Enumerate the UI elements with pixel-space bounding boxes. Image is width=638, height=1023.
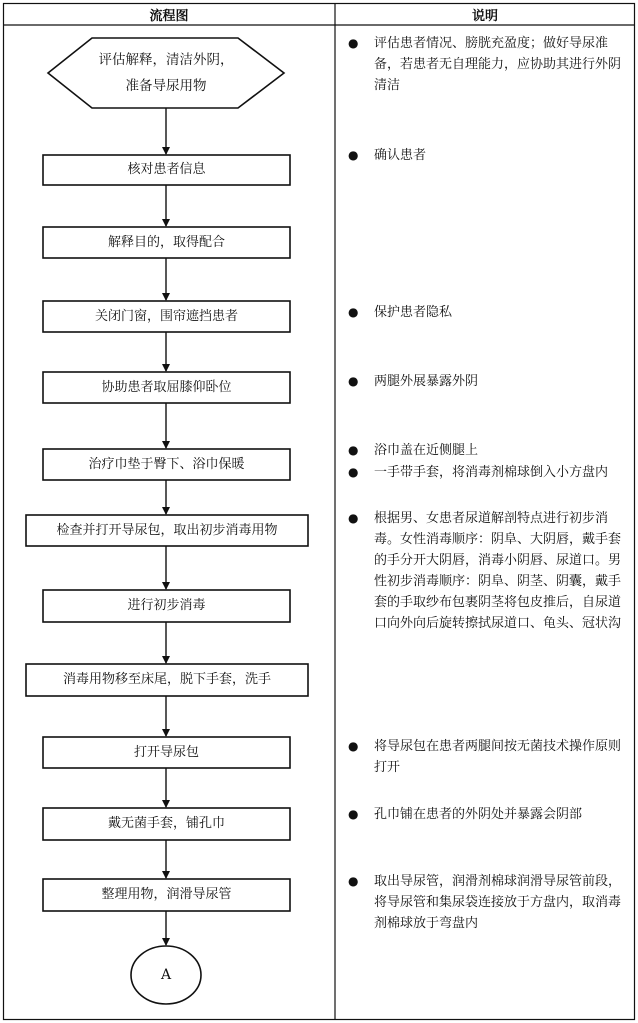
bullet-icon: ● xyxy=(348,739,359,753)
note-text: 确认患者 xyxy=(374,148,427,163)
step-label: 解释目的，取得配合 xyxy=(107,234,225,250)
note-item xyxy=(348,736,626,778)
step-label: 关闭门窗，围帘遮挡患者 xyxy=(94,308,238,324)
bullet-icon: ● xyxy=(348,305,359,319)
note-text: 保护患者隐私 xyxy=(374,305,453,320)
note-item xyxy=(348,145,626,166)
note-text: 两腿外展暴露外阴 xyxy=(374,374,479,389)
note-item xyxy=(348,462,626,483)
note-item xyxy=(348,804,626,825)
note-text: 取出导尿管，润滑剂棉球润滑导尿管前段，将导尿管和集尿袋连接放于方盘内，取消毒剂棉球放于弯盘内 xyxy=(374,874,622,931)
note-text: 评估患者情况、膀胱充盈度；做好导尿准备，若患者无自理能力，应协助其进行外阴清洁 xyxy=(374,36,622,93)
step-label: 整理用物，润滑导尿管 xyxy=(101,887,232,902)
step-label: 消毒用物移至床尾，脱下手套，洗手 xyxy=(62,672,271,687)
bullet-icon: ● xyxy=(348,465,359,479)
bullet-icon: ● xyxy=(348,36,359,50)
step-label: 戴无菌手套，铺孔巾 xyxy=(107,816,225,831)
note-text: 根据男、女患者尿道解剖特点进行初步消毒。女性消毒顺序：阴阜、大阴唇，戴手套的手分开大阴唇，消毒小阴唇、尿道口。男性初步消毒顺序：阴阜、阴茎、阴囊，戴手套的手取纱布包裹阴茎将包皮推后，自尿道口向外向后旋转擦拭尿道口、龟头、冠状沟 xyxy=(374,511,622,631)
flow-column-header: 流程图 xyxy=(149,8,189,24)
description-column-header: 说明 xyxy=(471,8,498,24)
connector-label: A xyxy=(160,967,172,983)
step-label: 检查并打开导尿包，取出初步消毒用物 xyxy=(56,522,278,538)
bullet-icon: ● xyxy=(348,511,359,525)
note-item xyxy=(348,508,626,634)
bullet-icon: ● xyxy=(348,807,359,821)
note-text: 浴巾盖在近侧腿上 xyxy=(374,443,479,458)
note-item xyxy=(348,371,626,392)
note-text: 孔巾铺在患者的外阴处并暴露会阴部 xyxy=(374,807,583,822)
step-label: 协助患者取屈膝仰卧位 xyxy=(101,379,232,395)
note-item xyxy=(348,302,626,323)
step-label: 治疗巾垫于臀下、浴巾保暖 xyxy=(88,456,245,472)
step-label: 进行初步消毒 xyxy=(127,598,206,613)
note-text: 将导尿包在患者两腿间按无菌技术操作原则打开 xyxy=(374,739,622,775)
note-item xyxy=(348,440,626,461)
note-item xyxy=(348,871,626,934)
bullet-icon: ● xyxy=(348,874,359,888)
bullet-icon: ● xyxy=(348,148,359,162)
note-item xyxy=(348,33,626,96)
step-label: 打开导尿包 xyxy=(133,744,199,760)
note-text: 一手带手套，将消毒剂棉球倒入小方盘内 xyxy=(374,465,609,480)
bullet-icon: ● xyxy=(348,374,359,388)
step-label: 核对患者信息 xyxy=(127,162,206,177)
bullet-icon: ● xyxy=(348,443,359,457)
step-label: 评估解释，清洁外阴，准备导尿用物 xyxy=(98,52,234,94)
